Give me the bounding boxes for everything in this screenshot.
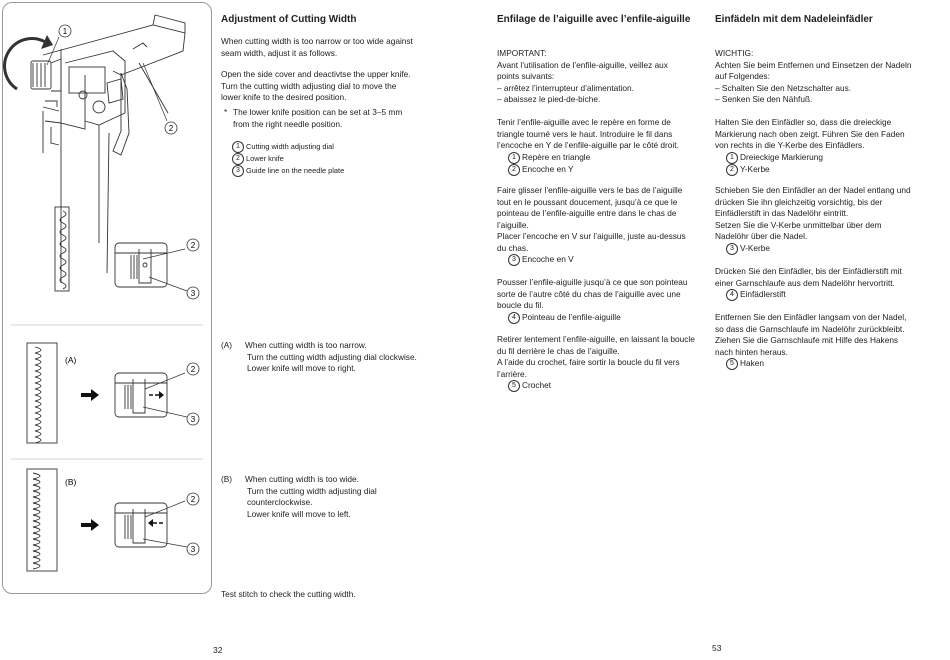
- list-item: 1 Repère en triangle: [497, 152, 679, 164]
- callout-1-text: 1: [62, 27, 68, 36]
- legend-item: 3 Guide line on the needle plate: [232, 165, 344, 177]
- case-b-block: (B) When cutting width is too wide. Turn the cutting width adjusting dial counterclockwise. Lower knife will move to left.: [221, 474, 377, 519]
- move-left-icon: [148, 519, 153, 527]
- label-b: (B): [65, 477, 77, 487]
- list-item: 5 Crochet: [497, 380, 695, 392]
- note-bullet: *: [224, 107, 228, 117]
- callout-2b-text: 2: [190, 241, 196, 250]
- case-b-label: (B): [221, 474, 233, 484]
- callout-3-text: 3: [190, 289, 196, 298]
- callout-2-text: 2: [168, 124, 174, 133]
- french-step-2: Faire glisser l’enfile-aiguille vers le bas de l’aiguille tout en le poussant doucement, jusqu’à ce que le pointeau de l’enfile-aiguille entre dans le chas de l’aiguille. Placer l’encoche en V sur l’aiguille, juste au-dessus du chas. 3 Encoche en V: [497, 185, 686, 265]
- page-number-right: 53: [712, 643, 722, 653]
- list-item: 1 Dreieckige Markierung: [715, 152, 905, 164]
- illustration-panel: [2, 2, 212, 594]
- german-important: WICHTIG: Achten Sie beim Entfernen und Einsetzen der Nadeln auf Folgendes: – Schalten Sie den Netzschalter aus. – Senken Sie den Nähfuß.: [715, 48, 912, 104]
- german-title: Einfädeln mit dem Nadeleinfädler: [715, 14, 873, 25]
- left-steps: Open the side cover and deactivtse the upper knife. Turn the cutting width adjusting dial to move the lower knife to the desired position.: [221, 69, 411, 102]
- test-stitch-text: Test stitch to check the cutting width.: [221, 589, 356, 599]
- list-item: 4 Pointeau de l’enfile-aiguille: [497, 312, 688, 324]
- arrow-right-icon: [81, 389, 99, 401]
- page-number-left: 32: [213, 645, 223, 655]
- french-step-1: Tenir l’enfile-aiguille avec le repère en forme de triangle tourné vers le haut. Introduire le fil dans l’encoche en Y de l’enfile-aiguille par le côté droit. 1 Repère en triangle 2 Encoche en Y: [497, 117, 679, 174]
- case-a-block: (A) When cutting width is too narrow. Turn the cutting width adjusting dial clockwise. Lower knife will move to right.: [221, 340, 417, 373]
- french-step-3: Pousser l’enfile-aiguille jusqu’à ce que son pointeau sorte de l’autre côté du chas de l’aiguille avec une boucle du fil. 4 Pointeau de l’enfile-aiguille: [497, 277, 688, 322]
- needle-plate-b: [115, 503, 167, 547]
- french-important: IMPORTANT: Avant l’utilisation de l’enfile-aiguille, veillez aux points suivants: – arrêtez l’interrupteur d’alimentation. – abaissez le pied-de-biche.: [497, 48, 668, 104]
- callout-2d-text: 2: [190, 495, 196, 504]
- case-a-label: (A): [221, 340, 233, 350]
- list-item: 2 Encoche en Y: [497, 164, 679, 176]
- fabric-sample-1: [55, 207, 69, 291]
- german-step-2: Schieben Sie den Einfädler an der Nadel entlang und drücken Sie ihn gleichzeitig vorsichtig, bis der Einfädlerstift in das Nadelöhr eintritt. Setzen Sie die V-Kerbe unmittelbar über dem Nadelöhr über die Nadel. 3 V-Kerbe: [715, 185, 911, 253]
- list-item: 4 Einfädlerstift: [715, 289, 902, 301]
- callout-3c-text: 3: [190, 415, 196, 424]
- legend-item: 2 Lower knife: [232, 153, 344, 165]
- list-item: 5 Haken: [715, 358, 906, 370]
- german-step-3: Drücken Sie den Einfädler, bis der Einfädlerstift mit einer Garnschlaufe aus dem Nadelöhr hervortritt. 4 Einfädlerstift: [715, 266, 902, 300]
- french-title: Enfilage de l’aiguille avec l’enfile-aiguille: [497, 14, 691, 25]
- cutting-width-illustration: [3, 3, 211, 593]
- list-item: 2 Y-Kerbe: [715, 164, 905, 176]
- arrow-right-icon-b: [81, 519, 99, 531]
- fabric-sample-b: [27, 469, 57, 571]
- callout-2c-text: 2: [190, 365, 196, 374]
- fabric-sample-a: [27, 343, 57, 443]
- callout-3d-text: 3: [190, 545, 196, 554]
- french-step-4: Retirer lentement l’enfile-aiguille, en laissant la boucle du fil derrière le chas de l’aiguille. A l’aide du crochet, faire sortir la boucle du fil vers l’arrière. 5 Crochet: [497, 334, 695, 391]
- label-a: (A): [65, 355, 77, 365]
- move-right-icon: [159, 391, 164, 399]
- left-intro: When cutting width is too narrow or too wide against seam width, adjust it as follows.: [221, 36, 413, 58]
- list-item: 3 V-Kerbe: [715, 243, 911, 255]
- left-note: * The lower knife position can be set at 3–5 mm from the right needle position.: [224, 107, 403, 129]
- legend-item: 1 Cutting width adjusting dial: [232, 141, 344, 153]
- german-step-1: Halten Sie den Einfädler so, dass die dreieckige Markierung nach oben zeigt. Führen Sie den Faden von rechts in die Y-Kerbe des Einfädlers. 1 Dreieckige Markierung 2 Y-Kerbe: [715, 117, 905, 174]
- german-step-4: Entfernen Sie den Einfädler langsam von der Nadel, so dass die Garnschlaufe im Nadelöhr zurückbleibt. Ziehen Sie die Garnschlaufe mit Hilfe des Hakens nach hinten heraus. 5 Haken: [715, 312, 907, 369]
- list-item: 3 Encoche en V: [497, 254, 686, 266]
- left-legend: [232, 141, 344, 177]
- left-page-title: Adjustment of Cutting Width: [221, 14, 357, 25]
